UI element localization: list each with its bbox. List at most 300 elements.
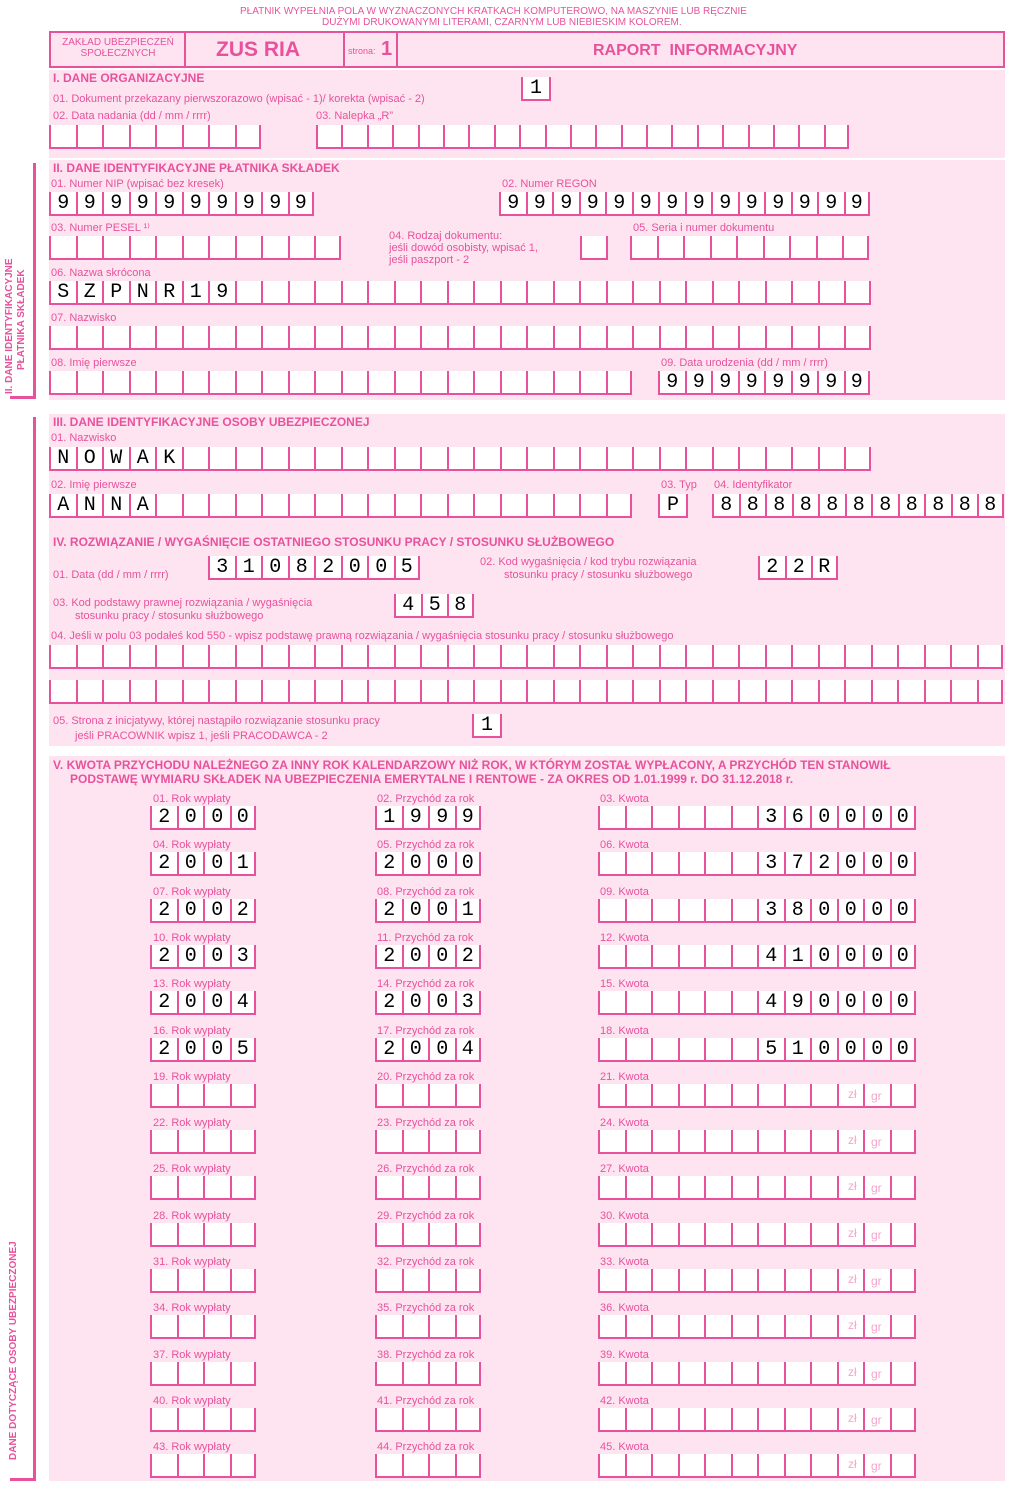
char-box[interactable]: N xyxy=(76,494,103,518)
char-box[interactable]: 9 xyxy=(658,192,685,216)
char-box[interactable]: 9 xyxy=(129,192,156,216)
char-box[interactable] xyxy=(402,1176,429,1200)
char-box[interactable] xyxy=(810,1269,837,1293)
payment-year-field[interactable] xyxy=(150,1038,256,1064)
char-box[interactable] xyxy=(235,371,262,395)
char-box[interactable]: 0 xyxy=(890,806,917,830)
char-box[interactable]: 8 xyxy=(712,494,739,518)
char-box[interactable] xyxy=(428,1223,455,1247)
char-box[interactable] xyxy=(150,1454,177,1478)
char-box[interactable] xyxy=(150,1223,177,1247)
income-year-field[interactable] xyxy=(375,1176,481,1202)
char-box[interactable] xyxy=(651,945,678,969)
char-box[interactable]: 0 xyxy=(402,1038,429,1062)
char-box[interactable] xyxy=(625,1269,652,1293)
char-box[interactable] xyxy=(208,371,235,395)
char-box[interactable] xyxy=(102,680,129,704)
char-box[interactable]: 0 xyxy=(177,991,204,1015)
char-box[interactable] xyxy=(129,680,156,704)
char-box[interactable] xyxy=(784,1223,811,1247)
char-box[interactable]: 0 xyxy=(402,991,429,1015)
char-box[interactable] xyxy=(625,1408,652,1432)
char-box[interactable]: 9 xyxy=(579,192,606,216)
char-box[interactable] xyxy=(150,1130,177,1154)
char-box[interactable] xyxy=(818,680,845,704)
char-box[interactable] xyxy=(455,1408,482,1432)
char-box[interactable]: 5 xyxy=(394,556,421,580)
char-box[interactable] xyxy=(526,645,553,669)
char-box[interactable] xyxy=(678,1454,705,1478)
char-box[interactable] xyxy=(704,1176,731,1200)
char-box[interactable] xyxy=(810,1223,837,1247)
char-box[interactable] xyxy=(420,281,447,305)
char-box[interactable]: 0 xyxy=(428,899,455,923)
char-box[interactable] xyxy=(697,125,722,149)
char-box[interactable]: 2 xyxy=(230,899,257,923)
income-year-field[interactable] xyxy=(375,1315,481,1341)
char-box[interactable] xyxy=(757,1454,784,1478)
char-box[interactable] xyxy=(367,125,392,149)
char-box[interactable]: 2 xyxy=(785,556,812,580)
char-box[interactable] xyxy=(651,852,678,876)
char-box[interactable] xyxy=(579,371,606,395)
char-box[interactable]: 8 xyxy=(898,494,925,518)
char-box[interactable] xyxy=(375,1362,402,1386)
char-box[interactable] xyxy=(375,1130,402,1154)
char-box[interactable] xyxy=(678,852,705,876)
char-box[interactable] xyxy=(625,806,652,830)
char-box[interactable] xyxy=(685,680,712,704)
char-box[interactable]: O xyxy=(76,447,103,471)
char-box[interactable]: 0 xyxy=(177,852,204,876)
char-box[interactable] xyxy=(428,1084,455,1108)
char-box[interactable]: 0 xyxy=(863,806,890,830)
char-box[interactable] xyxy=(230,1084,257,1108)
char-box[interactable]: 9 xyxy=(738,192,765,216)
char-box[interactable] xyxy=(394,447,421,471)
char-box[interactable] xyxy=(208,326,235,350)
char-box[interactable] xyxy=(526,281,553,305)
char-box[interactable]: 9 xyxy=(76,192,103,216)
char-box[interactable] xyxy=(712,326,739,350)
char-box[interactable] xyxy=(731,1269,758,1293)
char-box[interactable] xyxy=(651,1223,678,1247)
char-box[interactable] xyxy=(704,1408,731,1432)
payer-firstname-field[interactable] xyxy=(49,371,632,397)
char-box[interactable] xyxy=(810,1454,837,1478)
char-box[interactable] xyxy=(678,1084,705,1108)
char-box[interactable] xyxy=(235,236,262,260)
char-box[interactable] xyxy=(76,125,103,149)
char-box[interactable] xyxy=(890,1454,917,1478)
char-box[interactable]: 0 xyxy=(890,1038,917,1062)
char-box[interactable]: 0 xyxy=(230,806,257,830)
char-box[interactable] xyxy=(748,125,773,149)
income-year-field[interactable] xyxy=(375,1223,481,1249)
income-year-field[interactable] xyxy=(375,1084,481,1110)
char-box[interactable] xyxy=(203,1269,230,1293)
char-box[interactable] xyxy=(316,125,341,149)
char-box[interactable] xyxy=(570,125,595,149)
payment-year-field[interactable] xyxy=(150,1130,256,1156)
char-box[interactable] xyxy=(261,680,288,704)
char-box[interactable]: 9 xyxy=(49,192,76,216)
char-box[interactable] xyxy=(632,680,659,704)
payment-year-field[interactable] xyxy=(150,1084,256,1110)
char-box[interactable] xyxy=(288,680,315,704)
char-box[interactable] xyxy=(598,806,625,830)
amount-field[interactable] xyxy=(598,1038,916,1064)
char-box[interactable] xyxy=(712,281,739,305)
char-box[interactable]: 9 xyxy=(526,192,553,216)
char-box[interactable] xyxy=(208,680,235,704)
char-box[interactable] xyxy=(678,1130,705,1154)
char-box[interactable] xyxy=(598,1223,625,1247)
char-box[interactable] xyxy=(731,1315,758,1339)
char-box[interactable]: 2 xyxy=(810,852,837,876)
char-box[interactable] xyxy=(890,1269,917,1293)
char-box[interactable] xyxy=(765,447,792,471)
char-box[interactable]: 9 xyxy=(102,192,129,216)
char-box[interactable] xyxy=(341,680,368,704)
char-box[interactable] xyxy=(683,236,710,260)
char-box[interactable] xyxy=(738,680,765,704)
char-box[interactable]: 8 xyxy=(845,494,872,518)
char-box[interactable] xyxy=(447,447,474,471)
char-box[interactable] xyxy=(402,1130,429,1154)
char-box[interactable] xyxy=(784,1408,811,1432)
char-box[interactable]: 9 xyxy=(791,371,818,395)
char-box[interactable]: 3 xyxy=(208,556,235,580)
char-box[interactable] xyxy=(606,645,633,669)
char-box[interactable] xyxy=(731,1176,758,1200)
char-box[interactable] xyxy=(203,1454,230,1478)
char-box[interactable]: 9 xyxy=(208,192,235,216)
char-box[interactable] xyxy=(155,494,182,518)
char-box[interactable] xyxy=(203,1408,230,1432)
regon-field[interactable] xyxy=(499,192,870,218)
char-box[interactable] xyxy=(810,1362,837,1386)
char-box[interactable] xyxy=(341,645,368,669)
char-box[interactable] xyxy=(844,680,871,704)
char-box[interactable] xyxy=(203,1176,230,1200)
char-box[interactable] xyxy=(553,680,580,704)
birthdate-field[interactable] xyxy=(658,371,870,397)
char-box[interactable]: 8 xyxy=(871,494,898,518)
char-box[interactable] xyxy=(791,326,818,350)
char-box[interactable]: 2 xyxy=(375,991,402,1015)
char-box[interactable] xyxy=(598,1176,625,1200)
char-box[interactable] xyxy=(757,1315,784,1339)
char-box[interactable]: 8 xyxy=(784,899,811,923)
char-box[interactable] xyxy=(784,1315,811,1339)
char-box[interactable]: 0 xyxy=(177,945,204,969)
char-box[interactable] xyxy=(314,645,341,669)
char-box[interactable] xyxy=(428,1176,455,1200)
char-box[interactable] xyxy=(704,806,731,830)
char-box[interactable] xyxy=(367,680,394,704)
char-box[interactable]: 4 xyxy=(455,1038,482,1062)
char-box[interactable] xyxy=(738,326,765,350)
char-box[interactable] xyxy=(150,1269,177,1293)
char-box[interactable]: 5 xyxy=(421,594,448,618)
char-box[interactable] xyxy=(704,945,731,969)
char-box[interactable]: 1 xyxy=(375,806,402,830)
char-box[interactable] xyxy=(150,1408,177,1432)
legal-basis-text-row-1[interactable] xyxy=(49,645,1003,671)
char-box[interactable]: 0 xyxy=(177,1038,204,1062)
char-box[interactable] xyxy=(844,645,871,669)
char-box[interactable]: 9 xyxy=(499,192,526,216)
char-box[interactable]: 0 xyxy=(837,852,864,876)
char-box[interactable] xyxy=(182,680,209,704)
char-box[interactable] xyxy=(473,371,500,395)
char-box[interactable] xyxy=(678,1315,705,1339)
char-box[interactable] xyxy=(447,645,474,669)
char-box[interactable] xyxy=(447,281,474,305)
char-box[interactable]: 1 xyxy=(521,77,551,101)
nip-field[interactable] xyxy=(49,192,314,218)
char-box[interactable]: W xyxy=(102,447,129,471)
char-box[interactable] xyxy=(182,326,209,350)
char-box[interactable] xyxy=(598,1038,625,1062)
amount-field[interactable] xyxy=(598,1223,916,1249)
char-box[interactable] xyxy=(500,281,527,305)
char-box[interactable] xyxy=(757,1269,784,1293)
char-box[interactable] xyxy=(150,1084,177,1108)
char-box[interactable] xyxy=(519,125,544,149)
char-box[interactable] xyxy=(367,371,394,395)
income-year-field[interactable] xyxy=(375,806,481,832)
char-box[interactable] xyxy=(657,236,684,260)
char-box[interactable]: 1 xyxy=(455,899,482,923)
char-box[interactable] xyxy=(763,236,790,260)
char-box[interactable] xyxy=(203,1362,230,1386)
char-box[interactable] xyxy=(678,1362,705,1386)
label-r-field[interactable] xyxy=(316,125,849,151)
char-box[interactable] xyxy=(288,645,315,669)
char-box[interactable] xyxy=(102,236,129,260)
short-name-field[interactable] xyxy=(49,281,871,307)
char-box[interactable] xyxy=(428,1130,455,1154)
char-box[interactable] xyxy=(155,236,182,260)
char-box[interactable] xyxy=(230,1176,257,1200)
char-box[interactable] xyxy=(208,645,235,669)
char-box[interactable] xyxy=(402,1408,429,1432)
char-box[interactable] xyxy=(678,1408,705,1432)
income-year-field[interactable] xyxy=(375,1454,481,1480)
char-box[interactable] xyxy=(722,125,747,149)
char-box[interactable] xyxy=(455,1223,482,1247)
char-box[interactable] xyxy=(651,1176,678,1200)
char-box[interactable] xyxy=(950,680,977,704)
char-box[interactable] xyxy=(651,1315,678,1339)
char-box[interactable] xyxy=(288,447,315,471)
char-box[interactable] xyxy=(818,281,845,305)
section-1-f01-field[interactable] xyxy=(521,77,551,103)
char-box[interactable] xyxy=(102,326,129,350)
char-box[interactable]: 7 xyxy=(784,852,811,876)
char-box[interactable] xyxy=(625,1176,652,1200)
char-box[interactable] xyxy=(230,1130,257,1154)
char-box[interactable] xyxy=(731,1408,758,1432)
char-box[interactable] xyxy=(731,945,758,969)
char-box[interactable] xyxy=(182,125,209,149)
char-box[interactable] xyxy=(102,125,129,149)
char-box[interactable] xyxy=(288,494,315,518)
char-box[interactable] xyxy=(455,1315,482,1339)
char-box[interactable] xyxy=(704,1315,731,1339)
char-box[interactable]: 1 xyxy=(182,281,209,305)
char-box[interactable]: 0 xyxy=(341,556,368,580)
char-box[interactable] xyxy=(579,447,606,471)
char-box[interactable] xyxy=(102,371,129,395)
income-year-field[interactable] xyxy=(375,1362,481,1388)
char-box[interactable] xyxy=(659,680,686,704)
char-box[interactable] xyxy=(685,326,712,350)
char-box[interactable]: 9 xyxy=(182,192,209,216)
char-box[interactable] xyxy=(208,236,235,260)
char-box[interactable]: 3 xyxy=(757,852,784,876)
char-box[interactable]: 8 xyxy=(739,494,766,518)
payment-year-field[interactable] xyxy=(150,899,256,925)
char-box[interactable] xyxy=(500,645,527,669)
char-box[interactable] xyxy=(791,680,818,704)
char-box[interactable]: 2 xyxy=(758,556,785,580)
char-box[interactable] xyxy=(651,1269,678,1293)
char-box[interactable] xyxy=(230,1408,257,1432)
char-box[interactable] xyxy=(182,494,209,518)
char-box[interactable] xyxy=(235,281,262,305)
char-box[interactable]: 0 xyxy=(367,556,394,580)
char-box[interactable]: 9 xyxy=(685,192,712,216)
char-box[interactable] xyxy=(598,899,625,923)
char-box[interactable] xyxy=(651,1454,678,1478)
char-box[interactable] xyxy=(810,1315,837,1339)
char-box[interactable]: 8 xyxy=(765,494,792,518)
char-box[interactable]: K xyxy=(155,447,182,471)
char-box[interactable] xyxy=(49,326,76,350)
char-box[interactable]: 0 xyxy=(837,899,864,923)
char-box[interactable] xyxy=(392,125,417,149)
char-box[interactable] xyxy=(738,447,765,471)
char-box[interactable]: 0 xyxy=(890,945,917,969)
char-box[interactable]: 2 xyxy=(314,556,341,580)
char-box[interactable] xyxy=(402,1223,429,1247)
id-type-field[interactable] xyxy=(658,494,688,520)
char-box[interactable] xyxy=(235,494,262,518)
char-box[interactable]: 0 xyxy=(428,852,455,876)
char-box[interactable]: 0 xyxy=(810,899,837,923)
char-box[interactable] xyxy=(765,281,792,305)
char-box[interactable] xyxy=(150,1176,177,1200)
char-box[interactable] xyxy=(844,326,871,350)
char-box[interactable] xyxy=(314,281,341,305)
char-box[interactable] xyxy=(526,326,553,350)
income-year-field[interactable] xyxy=(375,991,481,1017)
char-box[interactable] xyxy=(651,1084,678,1108)
char-box[interactable] xyxy=(651,1362,678,1386)
char-box[interactable] xyxy=(818,326,845,350)
char-box[interactable] xyxy=(208,125,235,149)
char-box[interactable]: 2 xyxy=(455,945,482,969)
char-box[interactable] xyxy=(685,447,712,471)
char-box[interactable]: 0 xyxy=(837,806,864,830)
char-box[interactable] xyxy=(341,281,368,305)
char-box[interactable] xyxy=(447,494,474,518)
char-box[interactable]: A xyxy=(129,494,156,518)
char-box[interactable] xyxy=(646,125,671,149)
income-year-field[interactable] xyxy=(375,945,481,971)
char-box[interactable]: 0 xyxy=(203,945,230,969)
char-box[interactable]: 2 xyxy=(375,852,402,876)
char-box[interactable] xyxy=(235,326,262,350)
char-box[interactable] xyxy=(76,645,103,669)
char-box[interactable]: 4 xyxy=(757,991,784,1015)
char-box[interactable]: 8 xyxy=(818,494,845,518)
char-box[interactable] xyxy=(595,125,620,149)
char-box[interactable] xyxy=(288,326,315,350)
char-box[interactable] xyxy=(155,680,182,704)
char-box[interactable]: 2 xyxy=(150,945,177,969)
char-box[interactable] xyxy=(784,1454,811,1478)
char-box[interactable] xyxy=(455,1362,482,1386)
amount-field[interactable] xyxy=(598,991,916,1017)
char-box[interactable] xyxy=(678,991,705,1015)
char-box[interactable] xyxy=(678,1176,705,1200)
char-box[interactable] xyxy=(606,281,633,305)
char-box[interactable] xyxy=(177,1315,204,1339)
char-box[interactable] xyxy=(712,680,739,704)
char-box[interactable] xyxy=(871,645,898,669)
char-box[interactable] xyxy=(455,1269,482,1293)
char-box[interactable] xyxy=(314,680,341,704)
char-box[interactable]: 1 xyxy=(230,852,257,876)
char-box[interactable] xyxy=(818,447,845,471)
char-box[interactable] xyxy=(203,1130,230,1154)
payment-year-field[interactable] xyxy=(150,852,256,878)
termination-date-field[interactable] xyxy=(208,556,420,582)
char-box[interactable]: N xyxy=(102,494,129,518)
char-box[interactable] xyxy=(150,1315,177,1339)
char-box[interactable] xyxy=(625,1362,652,1386)
char-box[interactable] xyxy=(784,1176,811,1200)
char-box[interactable] xyxy=(394,326,421,350)
char-box[interactable] xyxy=(659,645,686,669)
char-box[interactable] xyxy=(757,1362,784,1386)
char-box[interactable] xyxy=(625,945,652,969)
char-box[interactable] xyxy=(651,1130,678,1154)
char-box[interactable] xyxy=(625,1454,652,1478)
char-box[interactable]: 9 xyxy=(605,192,632,216)
char-box[interactable] xyxy=(129,371,156,395)
char-box[interactable] xyxy=(49,236,76,260)
income-year-field[interactable] xyxy=(375,1038,481,1064)
char-box[interactable] xyxy=(651,1408,678,1432)
char-box[interactable]: 0 xyxy=(863,945,890,969)
char-box[interactable]: 2 xyxy=(150,852,177,876)
char-box[interactable]: 0 xyxy=(863,991,890,1015)
char-box[interactable]: 2 xyxy=(150,991,177,1015)
char-box[interactable] xyxy=(738,645,765,669)
char-box[interactable] xyxy=(261,236,288,260)
char-box[interactable] xyxy=(102,645,129,669)
char-box[interactable] xyxy=(420,680,447,704)
char-box[interactable] xyxy=(606,494,633,518)
char-box[interactable] xyxy=(230,1269,257,1293)
char-box[interactable]: 6 xyxy=(784,806,811,830)
char-box[interactable] xyxy=(526,494,553,518)
